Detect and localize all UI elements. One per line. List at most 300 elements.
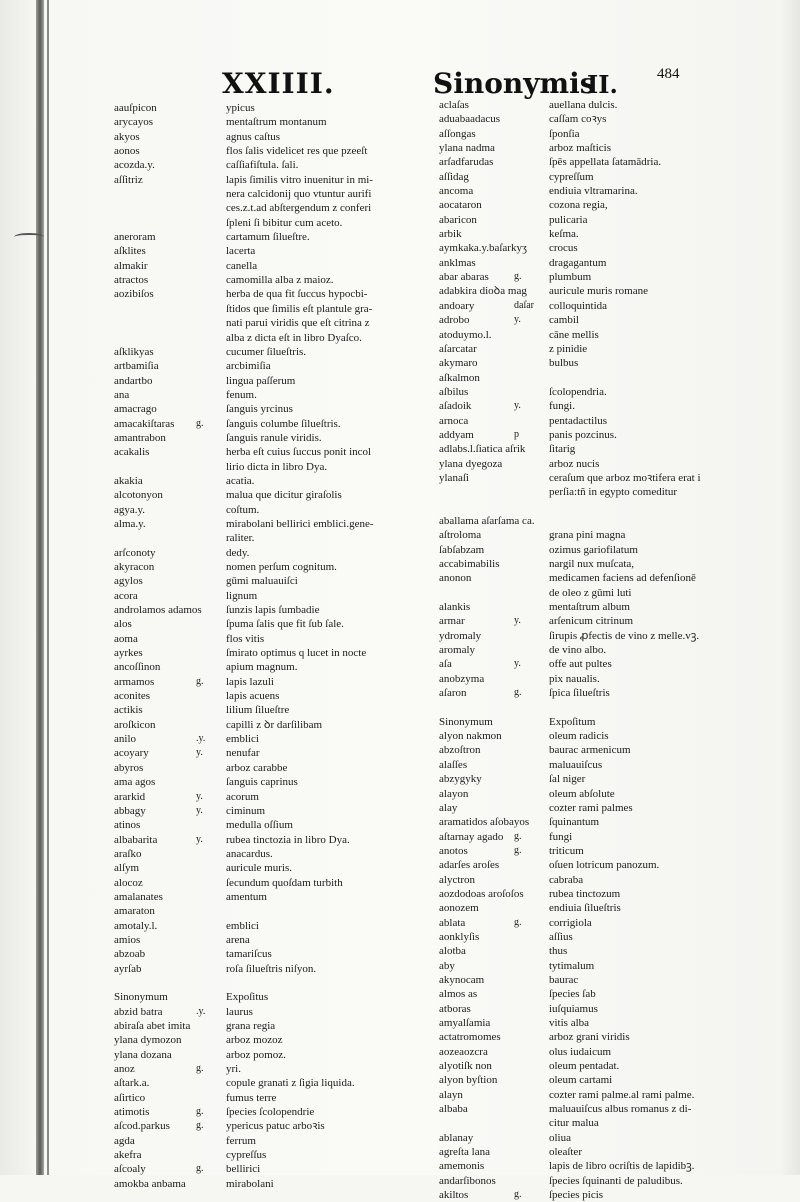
entry-definition: ciminum [226,804,266,817]
synonym-entry [439,399,779,413]
entry-term: aſſongas [439,127,476,140]
synonym-entry [114,460,414,474]
entry-definition: ſanguis yrcinus [226,403,293,416]
entry-definition: ceraſum que arboz moꝛtifera erat i [549,471,701,484]
entry-definition: Expoſitus [226,991,269,1004]
running-head-right: Sinonymis [433,67,596,100]
entry-term: aneroram [114,231,156,244]
synonym-entry [439,844,779,858]
synonym-entry [114,617,414,631]
entry-definition: roſa ſilueſtris niſyon. [226,962,317,975]
synonym-entry [439,1073,779,1087]
entry-definition: dragagantum [549,256,607,269]
entry-definition: bellirici [226,1163,261,1176]
synonym-entry [439,700,779,714]
entry-definition: amentum [226,890,267,903]
entry-definition: vitis alba [549,1017,590,1029]
entry-definition: nargil nux muſcata, [549,558,635,570]
entry-definition: mentaſtrum montanum [226,116,327,129]
synonym-entry [439,284,779,298]
synonym-entry [114,746,414,760]
synonym-entry [439,227,779,241]
entry-definition: mirabolani [226,1177,274,1190]
entry-definition: ſcolopendria. [549,385,607,398]
spine-edge [47,0,49,1175]
synonym-entry [439,371,779,385]
synonym-entry [114,1033,414,1047]
synonym-entry [439,858,779,872]
entry-definition: ſpica ſilueſtris [549,687,610,700]
synonym-entry [114,488,414,502]
entry-definition: raliter. [226,532,255,545]
entry-definition: lingua paſſerum [226,374,296,387]
entry-term: araſko [114,847,142,860]
synonym-entry [439,916,779,930]
entry-term: andartbo [114,374,153,387]
entry-definition: endiuia ſilueſtris [549,902,621,915]
synonym-entry [114,287,414,301]
synonym-entry [439,657,779,671]
entry-term: andoary [439,299,475,312]
entry-definition: flos vitis [226,632,265,645]
entry-definition: caſſiafiſtula. ſali. [226,159,299,172]
synonym-entry [439,801,779,815]
entry-definition: arboz mozoz [226,1034,283,1047]
entry-term: acozda.y. [114,159,155,172]
synonym-entry [439,299,779,313]
entry-term: alay [439,801,458,814]
entry-term: accabimabilis [439,558,500,570]
entry-definition: copule granati z ſigia liquida. [226,1077,355,1090]
entry-definition: ſitarig [549,443,576,456]
entry-definition: caſſam coꝛys [549,113,607,126]
entry-term: arbik [439,228,462,241]
entry-definition: Expoſitum [549,715,596,728]
entry-term: anonon [439,572,472,585]
entry-term: alſym [114,862,140,875]
entry-definition: herba de qua fit ſuccus hypocbi- [226,288,368,301]
synonym-entry [114,130,414,144]
entry-definition: ces.z.t.ad abſtergendum z conferi [226,202,372,215]
entry-term: aſtroloma [439,529,482,542]
entry-term: ylana dozana [114,1048,172,1061]
entry-term: abzoſtron [439,744,481,757]
entry-definition: cucumer ſilueſtris. [226,345,307,358]
synonym-entry [114,230,414,244]
synonym-entry [439,1030,779,1044]
synonym-entry [439,1188,779,1202]
entry-marker: .y. [196,733,206,745]
entry-definition: gūmi maluauiſci [226,575,298,588]
entry-term: akefra [114,1149,142,1162]
synonym-entry [114,962,414,976]
synonym-entry [439,1059,779,1073]
synonym-entry [114,1119,414,1133]
entry-term: aonos [114,145,140,158]
synonym-entry [114,876,414,890]
entry-term: adrobo [439,314,470,327]
entry-marker: g. [196,417,204,429]
entry-definition: ſtidos que ſimilis eſt plantule gra- [226,302,373,315]
synonym-entry [439,571,779,585]
synonym-entry [439,887,779,901]
entry-marker: g. [514,271,522,283]
entry-term: ylana nadma [439,142,495,155]
entry-definition: ferrum [226,1134,256,1147]
entry-definition: tytimalum [549,959,595,972]
synonym-entry [439,686,779,700]
entry-term: andarſibonos [439,1174,496,1187]
entry-definition: maluauiſcus albus romanus z di- [549,1103,692,1116]
synonym-entry [114,1177,414,1191]
entry-term: ylanaſi [439,471,469,484]
synonym-entry [439,342,779,356]
synonym-entry [439,1131,779,1145]
synonym-entry [439,270,779,284]
entry-definition: cāne mellis [549,328,599,341]
entry-term: agda [114,1134,135,1147]
synonym-entry [439,141,779,155]
entry-term: aſklites [114,245,146,258]
synonym-entry [439,787,779,801]
entry-definition: ſpēs appellata ſatamādria. [549,156,662,169]
entry-term: arnoca [439,414,469,427]
entry-term: arſadfarudas [439,156,494,169]
entry-term: adlabs.l.ſiatica aſrik [439,443,526,456]
entry-definition: lapis ſimilis vitro inuenitur in mi- [226,173,373,186]
entry-term: aymkaka.y.baſarkyʒ [439,242,527,255]
entry-definition: lilium ſilueſtre [226,704,290,717]
entry-term: amalanates [114,890,163,903]
synonym-entry [439,1145,779,1159]
synonym-entry [439,442,779,456]
entry-term: alma.y. [114,517,146,530]
synonym-entry [114,904,414,918]
entry-term: ablanay [439,1131,474,1144]
synonym-entry [439,715,779,729]
synonym-entry [114,259,414,273]
entry-definition: offe aut pultes [549,658,612,671]
synonym-entry [439,772,779,786]
entry-definition: cambil [549,314,579,327]
entry-definition: ypericus patuc arboꝛis [226,1120,325,1133]
entry-term: anklmas [439,256,476,269]
entry-term: anoz [114,1063,135,1076]
entry-term: aſirtico [114,1091,146,1104]
synonym-entry [114,374,414,388]
synonym-entry [439,471,779,485]
entry-term: arſconoty [114,546,156,559]
synonym-entry [114,431,414,445]
entry-definition: de vino albo. [549,644,607,657]
synonym-entry [439,901,779,915]
synonym-entry [439,256,779,270]
synonym-entry [114,646,414,660]
entry-term: amacrago [114,403,157,416]
entry-term: addyam [439,428,474,441]
entry-term: abaricon [439,213,477,226]
entry-term: albabarita [114,833,158,846]
synonym-entry [439,815,779,829]
synonym-entry [114,388,414,402]
entry-term: ablata [439,916,466,929]
entry-definition: ſpecies picis [549,1189,604,1202]
entry-term: atinos [114,819,141,832]
entry-term: actikis [114,704,143,717]
synonym-entry [439,758,779,772]
synonym-entry [114,861,414,875]
entry-term: albaba [439,1103,468,1116]
entry-term: ydromaly [439,629,482,642]
synonym-entry [114,402,414,416]
entry-definition: pulicaria [549,213,588,226]
synonym-entry [439,629,779,643]
entry-definition: flos ſalis videlicet res que pzeeſt [226,145,368,158]
synonym-entry [114,603,414,617]
synonym-entry [114,173,414,187]
synonym-entry [114,187,414,201]
entry-definition: iuſquiamus [549,1002,598,1015]
binding-thread [14,233,44,241]
entry-definition: bulbus [549,357,579,370]
entry-term: alyon byſtion [439,1074,498,1087]
synonym-entry [114,1005,414,1019]
entry-term: aſbilus [439,385,469,398]
entry-term: ylana dymozon [114,1034,182,1047]
synonym-entry [114,359,414,373]
entry-term: aduabaadacus [439,113,501,126]
entry-term: ſabſabzam [439,543,485,556]
entry-term: aſtark.a. [114,1077,150,1090]
entry-term: alankis [439,601,471,614]
entry-term: agylos [114,575,143,588]
synonym-entry [114,331,414,345]
synonym-entry [439,614,779,628]
entry-term: amyalſamia [439,1017,491,1029]
entry-term: alayn [439,1088,463,1101]
entry-definition: alba z dicta eſt in libro Dyaſco. [226,331,362,344]
entry-term: anobzyma [439,672,485,685]
entry-term: anilo [114,733,136,746]
entry-definition: nera calcidonij quo vtuntur aurifi [226,188,372,201]
entry-term: aſkalmon [439,371,480,384]
entry-definition: acorum [226,790,259,803]
entry-term: adarſes aroſes [439,859,500,872]
entry-definition: ſpecies ſquinanti de paludibus. [549,1174,683,1187]
entry-definition: fungi [549,830,573,843]
entry-marker: y. [196,833,203,845]
entry-term: aozibiſos [114,288,154,301]
entry-definition: dedy. [226,546,250,559]
entry-definition: lirio dicta in libro Dya. [226,460,328,473]
entry-term: aoma [114,632,138,645]
book-spine [36,0,44,1175]
entry-term: armamos [114,675,155,688]
synonym-entry [114,589,414,603]
synonym-entry [439,356,779,370]
entry-term: aſcod.parkus [114,1120,170,1133]
entry-definition: canella [226,259,258,272]
entry-definition: crocus [549,242,578,255]
synonym-entry [439,1102,779,1116]
entry-definition: yri. [226,1063,241,1076]
synonym-entry [114,976,414,990]
synonym-entry [114,158,414,172]
entry-definition: rubea tinctozia in libro Dya. [226,833,350,846]
entry-term: acoyary [114,747,149,760]
entry-marker: g. [514,687,522,699]
entry-definition: arboz maſticis [549,142,612,155]
synonym-entry [439,112,779,126]
synonym-entry [114,115,414,129]
entry-term: aauſpicon [114,102,157,114]
entry-definition: ſunzis lapis ſumbadie [226,604,320,617]
synonym-entry [439,184,779,198]
entry-term: ana [114,388,130,401]
entry-definition: arſenicum citrinum [549,615,633,628]
entry-definition: arena [226,933,250,946]
entry-term: amokba anbama [114,1177,186,1190]
synonym-entry [114,574,414,588]
synonym-entry [114,1105,414,1119]
entry-definition: lapis lazuli [226,675,274,688]
entry-definition: laurus [226,1005,253,1018]
entry-term: ylana dyegoza [439,457,503,470]
entry-term: actatromomes [439,1031,501,1044]
entry-term: alayon [439,787,469,800]
synonym-entry [114,244,414,258]
synonym-entry [439,543,779,557]
entry-definition: agnus caſtus [226,130,281,143]
entry-definition: ſpuma ſalis que fit ſub ſale. [226,618,344,631]
synonym-entry [439,672,779,686]
entry-definition: cozter rami palmes [549,801,633,814]
synonym-entry [439,729,779,743]
synonym-entry [114,718,414,732]
entry-definition: acatia. [226,474,255,487]
entry-definition: ſpecies ſcolopendrie [226,1106,315,1119]
synonym-entry [439,414,779,428]
entry-term: acora [114,589,138,602]
entry-term: amemonis [439,1160,485,1173]
entry-definition: coſtum. [226,503,260,516]
entry-definition: pentadactilus [549,414,608,427]
entry-term: ancoma [439,185,474,198]
synonym-entry [114,1019,414,1033]
entry-definition: ſanguis caprinus [226,776,298,789]
entry-term: atractos [114,274,149,287]
entry-definition: oliua [549,1131,571,1144]
entry-term: aſa [439,658,452,671]
entry-term: aonklyſis [439,930,480,943]
synonym-entry [439,1088,779,1102]
entry-term: aroſkicon [114,718,156,731]
entry-definition: lapis acuens [226,690,280,703]
synonym-entry [439,743,779,757]
synonym-entry [439,830,779,844]
synonym-entry [439,987,779,1001]
entry-term: alos [114,618,132,631]
synonym-entry [439,241,779,255]
entry-marker: g. [196,1106,204,1118]
running-head-left: XXIIII. [222,67,335,100]
synonym-entry [114,144,414,158]
entry-definition: fenum. [226,388,257,401]
entry-definition: oleaſter [549,1146,582,1159]
entry-term: alotba [439,945,466,958]
entry-term: aſtarnay agado [439,830,504,843]
entry-term: acakalis [114,446,150,459]
entry-term: amios [114,933,141,946]
synonym-entry [114,101,414,115]
entry-term: ama agos [114,776,156,789]
entry-definition: de oleo z gūmi luti [549,586,632,599]
synonym-entry [114,445,414,459]
synonym-entry [114,273,414,287]
entry-definition: cypreſſum [549,170,594,183]
synonym-entry [114,660,414,674]
entry-term: adabkira dioꝺa mag [439,285,527,298]
page-number: 484 [657,66,680,82]
synonym-entry [114,632,414,646]
entry-definition: nati parui viridis que eſt citrina z [226,317,370,330]
synonym-entry [439,500,779,514]
entry-definition: nenufar [226,747,260,760]
synonym-entry [114,703,414,717]
entry-term: akiltos [439,1189,469,1202]
entry-definition: arboz carabbe [226,761,288,774]
synonym-entry [114,1062,414,1076]
entry-definition: ozimus gariofilatum [549,543,638,556]
synonym-entry [439,328,779,342]
synonym-entry [114,216,414,230]
entry-term: aramatidos aſobayos [439,816,530,829]
entry-term: aocataron [439,199,482,212]
entry-term: ancoſſinon [114,661,161,674]
synonym-entry [439,557,779,571]
synonym-entry [114,818,414,832]
entry-term: agreſta lana [439,1146,490,1159]
synonym-entry [439,600,779,614]
synonym-entry [114,345,414,359]
entry-definition: mirabolani bellirici emblici.gene- [226,517,374,530]
entry-definition: fungi. [549,400,575,413]
entry-definition: aſſius [549,930,573,943]
entry-definition: ſal niger [549,773,586,786]
synonym-entry [114,1048,414,1062]
entry-term: aſarcatar [439,342,477,355]
entry-marker: y. [196,790,203,802]
entry-term: alaſſes [439,758,468,771]
entry-definition: arboz nucis [549,457,600,470]
entry-marker: p [514,428,519,440]
entry-term: Sinonymum [439,715,493,728]
entry-definition: auricule muris. [226,862,292,875]
entry-marker: y. [196,804,203,816]
entry-term: akyracon [114,561,155,573]
entry-definition: keſma. [549,228,579,241]
entry-term: aſſitriz [114,173,143,186]
synonym-entry [114,919,414,933]
entry-definition: pix naualis. [549,672,600,685]
synonym-entry [114,503,414,517]
entry-definition: z pinidie [549,342,588,355]
entry-term: aozdodoas aroſoſos [439,887,524,900]
synonym-entry [114,1091,414,1105]
entry-definition: medulla oſſium [226,819,293,832]
entry-definition: maluauiſcus [549,758,603,771]
synonym-entry [114,775,414,789]
